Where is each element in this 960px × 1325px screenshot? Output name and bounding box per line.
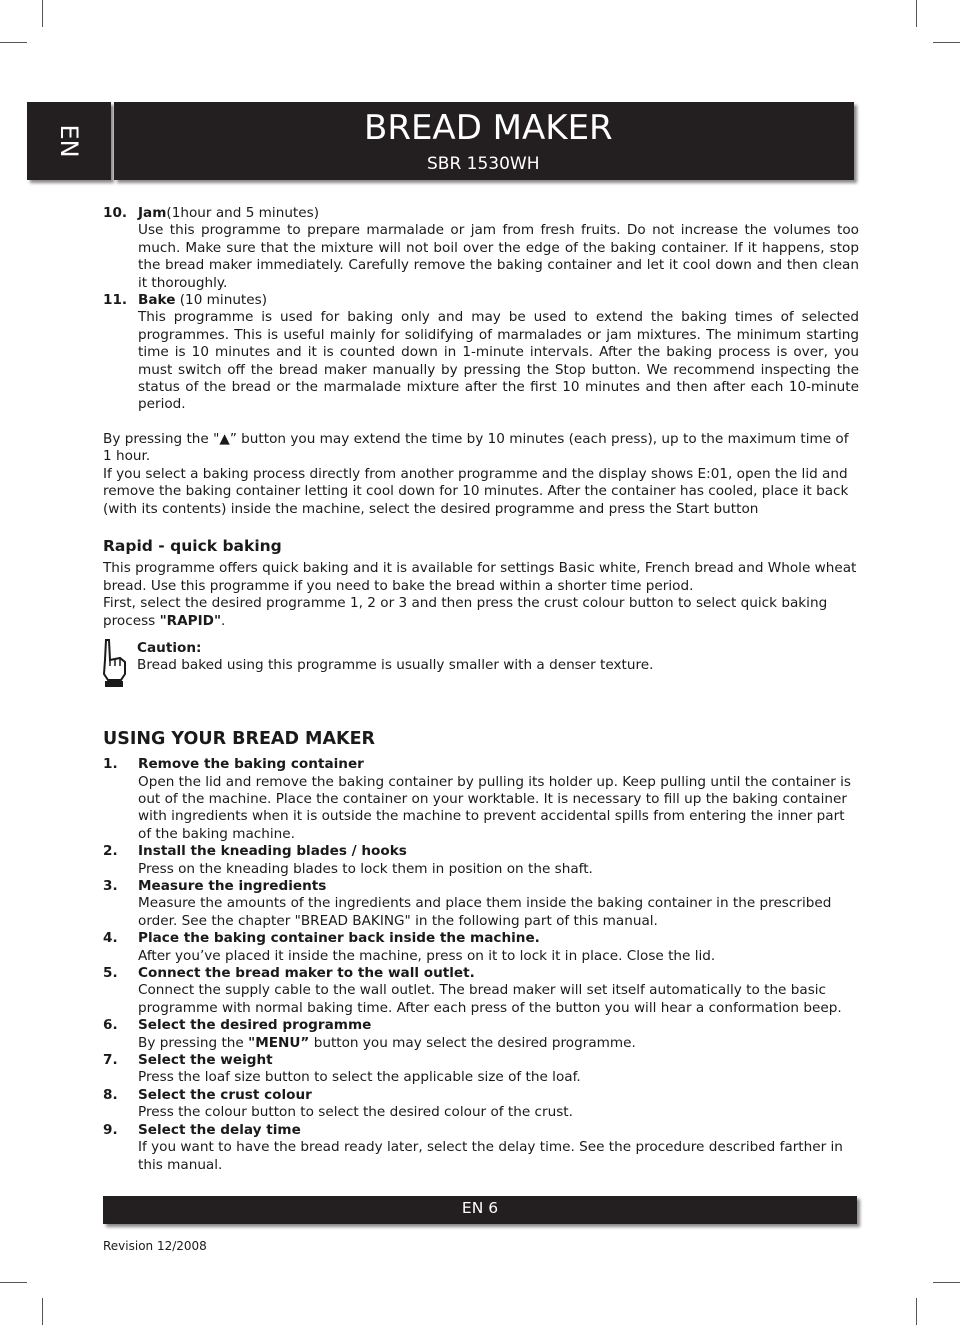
programme-jam	[103, 205, 859, 292]
crop-mark	[42, 1298, 43, 1325]
step-item: 8. Select the crust colour Press the colour button to select the desired colour of the crust.	[103, 1087, 859, 1122]
crop-mark	[0, 42, 27, 43]
step-title: Install the kneading blades / hooks	[138, 843, 407, 860]
step-item: 9. Select the delay time If you want to have the bread ready later, select the delay time. See the procedure described farther in this manual.	[103, 1122, 859, 1174]
step-text: Open the lid and remove the baking container by pulling its holder up. Keep pulling until the container is out of the machine. Place the container on your worktable. It is necessary to fill up the baking container with ingredients when it is outside the machine to prevent accidental spills from entering the inner part of the baking machine.	[138, 773, 851, 842]
page-title: BREAD MAKER	[364, 108, 613, 148]
step-item: 1. Remove the baking container Open the lid and remove the baking container by pulling its holder up. Keep pulling until the container is out of the machine. Place the container on your worktable. It is necessary to fill up the baking container with ingredients when it is outside the machine to prevent accidental spills from entering the inner part of the baking machine.	[103, 756, 859, 843]
step-text: Press on the kneading blades to lock them in position on the shaft.	[138, 860, 593, 877]
programme-duration: (1hour and 5 minutes)	[166, 205, 320, 221]
pointing-hand-icon	[100, 638, 128, 688]
step-text: Press the colour button to select the desired colour of the crust.	[138, 1104, 573, 1121]
programme-number: 11.	[103, 292, 128, 309]
crop-mark	[933, 1282, 960, 1283]
caution-label: Caution:	[137, 639, 202, 656]
programme-heading	[138, 292, 859, 309]
model-number: SBR 1530WH	[427, 154, 540, 174]
error-paragraph: If you select a baking process directly from another programme and the display shows E:01, open the lid and remove the baking container letting it cool down for 10 minutes. After the container has cooled, place it back (with its contents) inside the machine, select the desired programme and press the Start button	[103, 465, 849, 517]
crop-mark	[933, 42, 960, 43]
step-item: 2. Install the kneading blades / hooks Press on the kneading blades to lock them in position on the shaft.	[103, 843, 859, 878]
step-title: Select the weight	[138, 1052, 273, 1069]
programme-description: This programme is used for baking only and may be used to extend the baking times of selected programmes. This is useful mainly for solidifying of marmalades or jam mixtures. The minimum starting time is 10 minutes and it is counted down in 1-minute intervals. After the baking process is over, you must switch off the bread maker manually by pressing the Stop button. We recommend inspecting the status of the bread or the marmalade mixture after the first 10 minutes and then after each 10-minute period.	[138, 309, 859, 413]
step-text: Measure the amounts of the ingredients and place them inside the baking container in the prescribed order. See the chapter "BREAD BAKING" in the following part of this manual.	[138, 895, 832, 929]
programme-duration: (10 minutes)	[175, 292, 268, 309]
step-text: By pressing the "MENU” button you may select the desired programme.	[138, 1034, 636, 1051]
step-item: 6. Select the desired programme By pressing the "MENU” button you may select the desired programme.	[103, 1017, 859, 1052]
rapid-heading: Rapid - quick baking	[103, 536, 282, 555]
crop-mark	[42, 0, 43, 27]
step-item: 3. Measure the ingredients Measure the amounts of the ingredients and place them inside the baking container in the prescribed order. See the chapter "BREAD BAKING" in the following part of this manual.	[103, 878, 859, 930]
step-item: 4. Place the baking container back inside the machine. After you’ve placed it inside the machine, press on it to lock it in place. Close the lid.	[103, 930, 859, 965]
step-text: After you’ve placed it inside the machine, press on it to lock it in place. Close the lid.	[138, 947, 716, 964]
caution-text: Bread baked using this programme is usually smaller with a denser texture.	[137, 657, 654, 674]
step-title: Select the crust colour	[138, 1086, 312, 1103]
language-tab-label: EN	[55, 124, 83, 158]
step-title: Select the desired programme	[138, 1017, 372, 1034]
step-title: Measure the ingredients	[138, 878, 327, 894]
step-item: 5. Connect the bread maker to the wall outlet. Connect the supply cable to the wall outlet. The bread maker will set itself automatically to the basic programme with normal baking time. After each press of the button you will hear a conformation beep.	[103, 965, 859, 1017]
rapid-paragraph: This programme offers quick baking and it is available for settings Basic white, French bread and Whole wheat bread. Use this programme if you need to bake the bread within a shorter time period.	[103, 560, 857, 594]
rapid-instruction: First, select the desired programme 1, 2 or 3 and then press the crust colour button to select quick baking process "RAPID".	[103, 595, 828, 629]
programme-name: Bake	[138, 292, 176, 309]
crop-mark	[916, 0, 917, 27]
crop-mark	[0, 1282, 27, 1283]
programme-name: Jam	[138, 205, 167, 221]
crop-mark	[916, 1298, 917, 1325]
programme-heading	[138, 205, 859, 222]
programme-bake	[103, 292, 859, 414]
using-heading: USING YOUR BREAD MAKER	[103, 728, 376, 749]
revision-label: Revision 12/2008	[103, 1239, 207, 1253]
extend-time-paragraph: By pressing the "▲” button you may extend the time by 10 minutes (each press), up to the maximum time of 1 hour.	[103, 430, 849, 465]
page-number: EN 6	[461, 1199, 499, 1217]
step-title: Select the delay time	[138, 1121, 301, 1138]
programme-description: Use this programme to prepare marmalade or jam from fresh fruits. Do not increase the volumes too much. Make sure that the mixture will not boil over the edge of the baking container. If it happens, stop the bread maker immediately. Carefully remove the baking container and let it cool down and then clean it thoroughly.	[138, 222, 859, 291]
step-item: 7. Select the weight Press the loaf size button to select the applicable size of the loaf.	[103, 1052, 859, 1087]
step-title: Remove the baking container	[138, 756, 364, 773]
step-text: Connect the supply cable to the wall outlet. The bread maker will set itself automatically to the basic programme with normal baking time. After each press of the button you will hear a conformation beep.	[138, 982, 842, 1016]
caution-note	[103, 640, 859, 675]
step-text: If you want to have the bread ready later, select the delay time. See the procedure described farther in this manual.	[138, 1139, 843, 1173]
main-content	[103, 205, 859, 1174]
step-title: Place the baking container back inside the machine.	[138, 930, 540, 947]
step-text: Press the loaf size button to select the applicable size of the loaf.	[138, 1069, 581, 1086]
programme-number: 10.	[103, 205, 128, 221]
step-title: Connect the bread maker to the wall outlet.	[138, 965, 475, 982]
